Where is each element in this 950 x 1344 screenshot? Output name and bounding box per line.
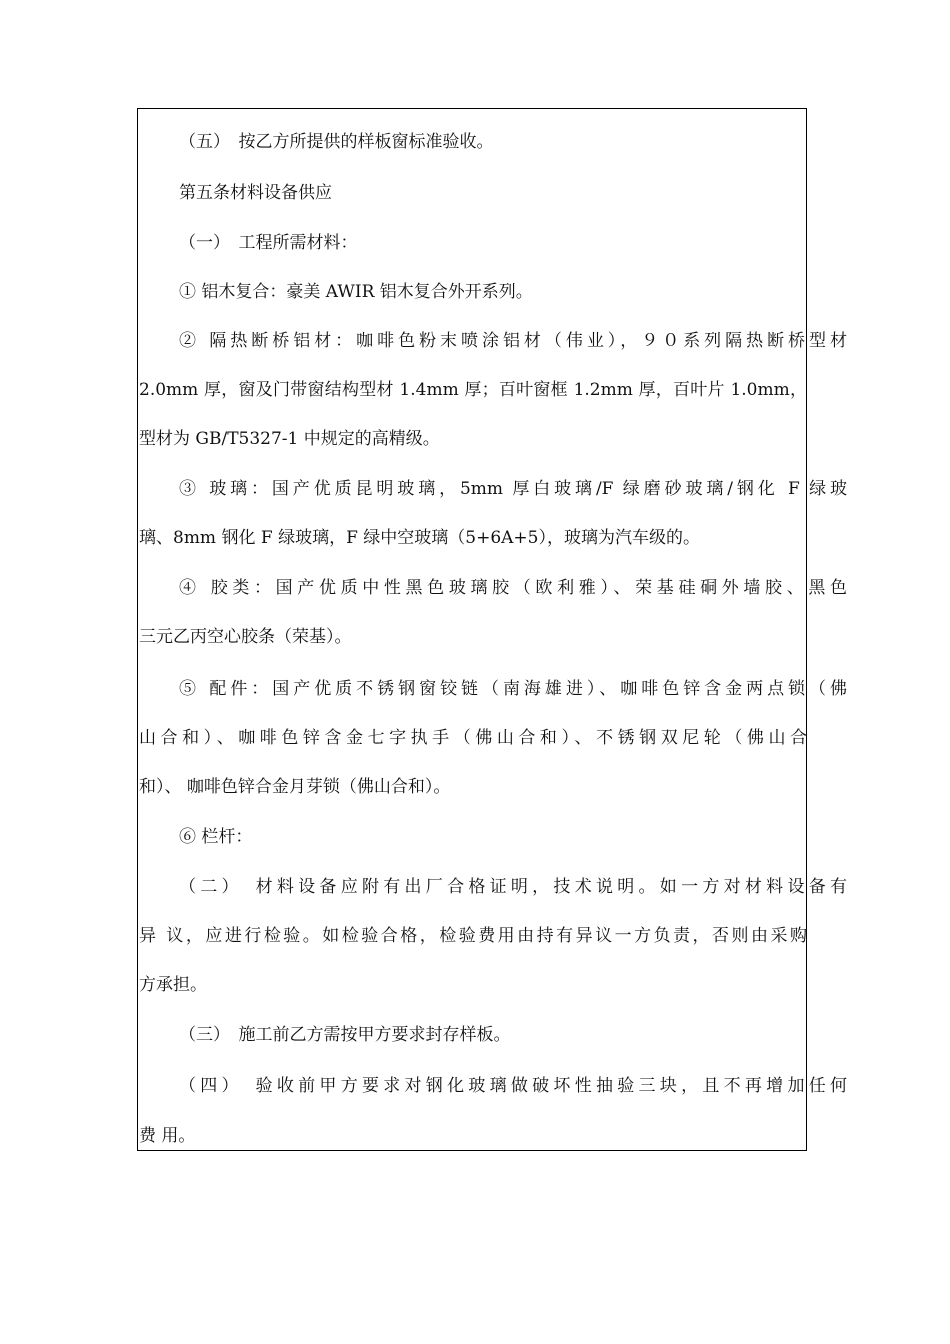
material-item-5-line-2: 山合和）、咖啡色锌含金七字执手（佛山合和）、不锈钢双尼轮（佛山合 [139,728,807,748]
clause-5-3-line: （三） 施工前乙方需按甲方要求封存样板。 [179,1025,511,1045]
material-item-1: ① 铝木复合：豪美 AWIR 铝木复合外开系列。 [179,282,533,302]
material-item-3-line-1: ③ 玻璃：国产优质昆明玻璃，5mm 厚白玻璃/F 绿磨砂玻璃/钢化 F 绿玻 [179,479,847,499]
material-item-2-line-2: 2.0mm 厚，窗及门带窗结构型材 1.4mm 厚；百叶窗框 1.2mm 厚，百叶片 1.0mm， [139,380,807,400]
material-item-5-line-1: ⑤ 配件：国产优质不锈钢窗铰链（南海雄进）、咖啡色锌含金两点锁（佛 [179,679,847,699]
material-item-6: ⑥ 栏杆： [179,827,253,847]
clause-5-4-line-1: （四） 验收前甲方要求对钢化玻璃做破坏性抽验三块，且不再增加任何 [179,1076,847,1096]
clause-5-2-line-3: 方承担。 [139,975,207,995]
material-item-3-line-2: 璃、8mm 钢化 F 绿玻璃，F 绿中空玻璃（5+6A+5），玻璃为汽车级的。 [139,528,700,548]
material-item-5-line-3: 和）、 咖啡色锌合金月芽锁（佛山合和）。 [139,777,451,797]
material-item-2-line-1: ② 隔热断桥铝材：咖啡色粉末喷涂铝材（伟业），９０系列隔热断桥型材 [179,331,847,351]
clause-5-2-line-2: 异 议，应进行检验。如检验合格，检验费用由持有异议一方负责，否则由采购 [139,926,807,946]
material-item-4-line-2: 三元乙丙空心胶条（荣基）。 [139,627,352,647]
clause-5-2-line-1: （二） 材料设备应附有出厂合格证明，技术说明。如一方对材料设备有 [179,877,847,897]
article-5-heading: 第五条材料设备供应 [179,183,332,203]
material-item-2-line-3: 型材为 GB/T5327-1 中规定的高精级。 [139,429,440,449]
clause-5-1-line: （一） 工程所需材料： [179,233,358,253]
clause-5-4-line-2: 费 用。 [139,1126,196,1146]
clause-5-5-line: （五） 按乙方所提供的样板窗标准验收。 [179,132,494,152]
material-item-4-line-1: ④ 胶类：国产优质中性黑色玻璃胶（欧利雅）、荣基硅硐外墙胶、黑色 [179,578,847,598]
